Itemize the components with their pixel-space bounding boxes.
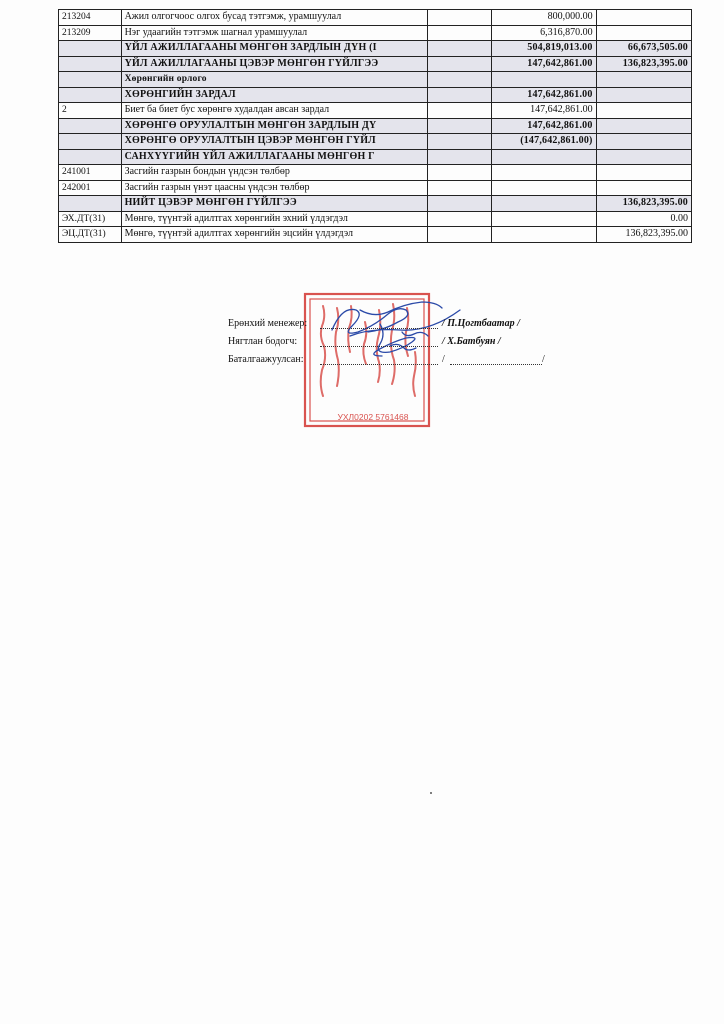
row-description-cell: ХӨРӨНГӨ ОРУУЛАЛТЫН ЦЭВЭР МӨНГӨН ГҮЙЛ — [121, 134, 428, 150]
row-empty-cell — [428, 56, 492, 72]
table-row — [59, 180, 692, 196]
row-previous-period-cell — [596, 149, 691, 165]
row-empty-cell — [428, 87, 492, 103]
row-previous-period-cell: 136,823,395.00 — [596, 227, 691, 243]
scan-speck — [430, 792, 432, 794]
stamp-registry-number: УХЛ0202 5761468 — [337, 412, 409, 422]
row-code-cell: 241001 — [59, 165, 122, 181]
row-previous-period-cell — [596, 180, 691, 196]
row-current-period-cell: 147,642,861.00 — [491, 118, 596, 134]
row-code-cell: 2 — [59, 103, 122, 119]
row-current-period-cell: 504,819,013.00 — [491, 41, 596, 57]
row-code-cell — [59, 118, 122, 134]
row-previous-period-cell — [596, 72, 691, 88]
verification-row — [228, 354, 558, 368]
row-code-cell: 213209 — [59, 25, 122, 41]
row-previous-period-cell — [596, 25, 691, 41]
row-code-cell: 213204 — [59, 10, 122, 26]
row-code-cell: 242001 — [59, 180, 122, 196]
row-code-cell — [59, 87, 122, 103]
table-row — [59, 25, 692, 41]
row-code-cell: ЭЦ.ДТ(31) — [59, 227, 122, 243]
row-empty-cell — [428, 103, 492, 119]
verified-slash-open: / — [442, 354, 445, 365]
row-current-period-cell: 147,642,861.00 — [491, 87, 596, 103]
table-row — [59, 103, 692, 119]
table-row — [59, 211, 692, 227]
table-row — [59, 118, 692, 134]
table-row — [59, 227, 692, 243]
row-empty-cell — [428, 149, 492, 165]
row-empty-cell — [428, 25, 492, 41]
row-current-period-cell — [491, 149, 596, 165]
row-previous-period-cell — [596, 134, 691, 150]
row-empty-cell — [428, 180, 492, 196]
row-current-period-cell — [491, 72, 596, 88]
accountant-name: / Х.Батбуян / — [442, 336, 501, 347]
row-current-period-cell: 147,642,861.00 — [491, 56, 596, 72]
row-description-cell: Мөнгө, түүнтэй адилтгах хөрөнгийн эхний үлдэгдэл — [121, 211, 428, 227]
row-current-period-cell: 6,316,870.00 — [491, 25, 596, 41]
row-current-period-cell: 147,642,861.00 — [491, 103, 596, 119]
row-current-period-cell — [491, 227, 596, 243]
director-label: Ерөнхий менежер: — [228, 318, 308, 329]
table-row — [59, 149, 692, 165]
row-empty-cell — [428, 10, 492, 26]
verified-signature-line — [320, 364, 438, 365]
row-description-cell: Хөрөнгийн орлого — [121, 72, 428, 88]
row-previous-period-cell — [596, 103, 691, 119]
row-code-cell — [59, 56, 122, 72]
director-name: / П.Цогтбаатар / — [442, 318, 520, 329]
table-row — [59, 87, 692, 103]
row-description-cell: ХӨРӨНГӨ ОРУУЛАЛТЫН МӨНГӨН ЗАРДЛЫН ДҮ — [121, 118, 428, 134]
director-signature-line — [320, 328, 438, 329]
director-signature-row — [228, 318, 558, 332]
row-previous-period-cell — [596, 165, 691, 181]
row-code-cell — [59, 72, 122, 88]
accountant-signature-line — [320, 346, 438, 347]
verified-slash-close: / — [542, 354, 545, 365]
row-current-period-cell: (147,642,861.00) — [491, 134, 596, 150]
verified-label: Баталгаажуулсан: — [228, 354, 304, 365]
row-empty-cell — [428, 165, 492, 181]
table-row — [59, 134, 692, 150]
row-description-cell: Мөнгө, түүнтэй адилтгах хөрөнгийн эцсийн үлдэгдэл — [121, 227, 428, 243]
table-row — [59, 56, 692, 72]
row-current-period-cell — [491, 180, 596, 196]
row-description-cell: Ажил олгогчоос олгох бусад тэтгэмж, урамшуулал — [121, 10, 428, 26]
row-empty-cell — [428, 134, 492, 150]
row-current-period-cell: 800,000.00 — [491, 10, 596, 26]
row-description-cell: САНХҮҮГИЙН ҮЙЛ АЖИЛЛАГААНЫ МӨНГӨН Г — [121, 149, 428, 165]
row-code-cell: ЭХ.ДТ(31) — [59, 211, 122, 227]
row-previous-period-cell: 0.00 — [596, 211, 691, 227]
accountant-signature-row — [228, 336, 558, 350]
cash-flow-table-body — [59, 10, 692, 243]
table-row — [59, 196, 692, 212]
row-description-cell: Биет ба биет бус хөрөнгө худалдан авсан зардал — [121, 103, 428, 119]
row-description-cell: ҮЙЛ АЖИЛЛАГААНЫ МӨНГӨН ЗАРДЛЫН ДҮН (I — [121, 41, 428, 57]
table-row — [59, 10, 692, 26]
row-empty-cell — [428, 227, 492, 243]
row-code-cell — [59, 41, 122, 57]
row-code-cell — [59, 196, 122, 212]
table-row — [59, 165, 692, 181]
table-row — [59, 41, 692, 57]
row-previous-period-cell — [596, 10, 691, 26]
row-empty-cell — [428, 196, 492, 212]
row-previous-period-cell: 136,823,395.00 — [596, 56, 691, 72]
row-previous-period-cell — [596, 118, 691, 134]
row-empty-cell — [428, 211, 492, 227]
row-description-cell: ХӨРӨНГИЙН ЗАРДАЛ — [121, 87, 428, 103]
row-code-cell — [59, 149, 122, 165]
accountant-label: Нягтлан бодогч: — [228, 336, 298, 347]
row-description-cell: ҮЙЛ АЖИЛЛАГААНЫ ЦЭВЭР МӨНГӨН ГҮЙЛГЭЭ — [121, 56, 428, 72]
row-current-period-cell — [491, 165, 596, 181]
row-description-cell: Засгийн газрын бондын үндсэн төлбөр — [121, 165, 428, 181]
row-current-period-cell — [491, 196, 596, 212]
row-empty-cell — [428, 72, 492, 88]
row-previous-period-cell: 66,673,505.00 — [596, 41, 691, 57]
table-row — [59, 72, 692, 88]
row-current-period-cell — [491, 211, 596, 227]
row-description-cell: Нэг удаагийн тэтгэмж шагнал урамшуулал — [121, 25, 428, 41]
row-empty-cell — [428, 41, 492, 57]
row-previous-period-cell: 136,823,395.00 — [596, 196, 691, 212]
row-code-cell — [59, 134, 122, 150]
verified-name-line — [450, 364, 542, 365]
row-description-cell: Засгийн газрын үнэт цаасны үндсэн төлбөр — [121, 180, 428, 196]
row-description-cell: НИЙТ ЦЭВЭР МӨНГӨН ГҮЙЛГЭЭ — [121, 196, 428, 212]
row-previous-period-cell — [596, 87, 691, 103]
row-empty-cell — [428, 118, 492, 134]
cash-flow-table — [58, 9, 692, 243]
